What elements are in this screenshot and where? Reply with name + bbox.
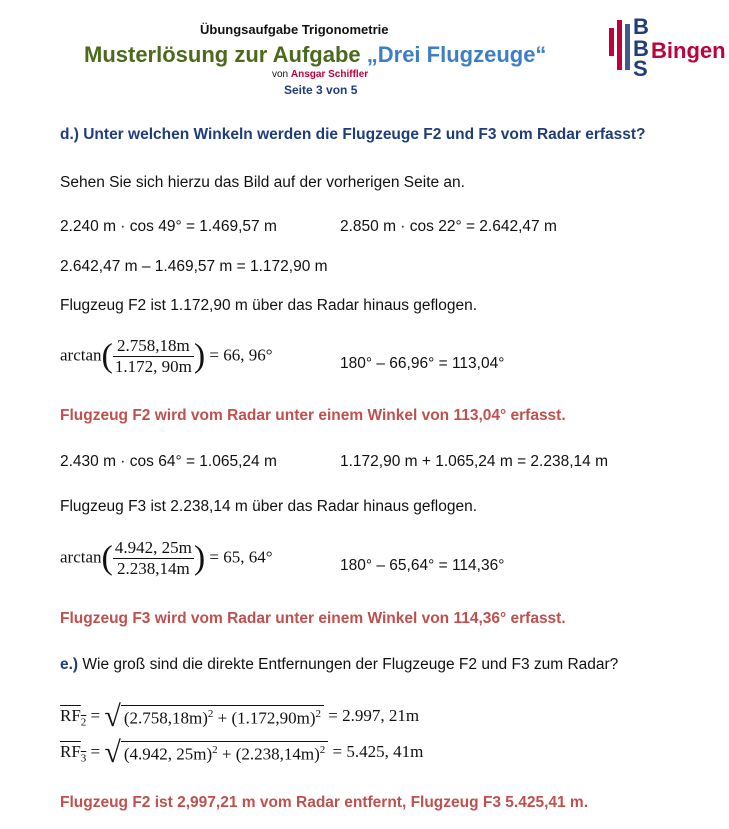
f3-answer: Flugzeug F3 wird vom Radar unter einem Winkel von 114,36° erfasst. xyxy=(60,610,566,627)
f2-arctan-result: = 66, 96° xyxy=(209,345,273,365)
f3-numerator: 4.942, 25m xyxy=(114,538,192,557)
logo-bar-right xyxy=(625,24,630,70)
logo-letter-s: S xyxy=(633,56,648,81)
rf3-result: = 5.425, 41m xyxy=(332,741,424,761)
calc3-left: 2.430 m · cos 64° = 1.065,24 m xyxy=(60,453,277,470)
logo-bar-left xyxy=(609,28,614,56)
author-name: Ansgar Schiffler xyxy=(290,69,369,80)
arctan-label: arctan xyxy=(60,345,102,365)
title-part1: Musterlösung zur Aufgabe xyxy=(84,42,367,67)
arctan-label-f3: arctan xyxy=(60,547,102,567)
f2-fraction xyxy=(113,336,194,377)
f2-denominator: 1.172, 90m xyxy=(114,357,192,376)
question-e xyxy=(60,656,618,674)
rf2-sqrt: √ $(2.758,18m)^2 + (1.172,90m)^2$ xyxy=(104,702,324,732)
rf3-lhs: $RF_3$ xyxy=(60,741,87,765)
page-info: Seite 3 von 5 xyxy=(284,83,358,97)
question-d: d.) Unter welchen Winkeln werden die Flugzeuge F2 und F3 vom Radar erfasst? xyxy=(60,126,646,143)
text-f2: Flugzeug F2 ist 1.172,90 m über das Radar hinaus geflogen. xyxy=(60,297,478,314)
title-part2: „Drei Flugzeuge“ xyxy=(366,42,547,67)
question-e-label: e.) xyxy=(60,656,79,673)
author-prefix: von xyxy=(272,69,291,80)
f2-answer: Flugzeug F2 wird vom Radar unter einem Winkel von 113,04° erfasst. xyxy=(60,407,566,424)
text-f3: Flugzeug F3 ist 2.238,14 m über das Radar hinaus geflogen. xyxy=(60,498,478,515)
logo-letter-b2: B xyxy=(633,36,649,61)
f2-angle-calc: 180° – 66,96° = 113,04° xyxy=(340,355,505,372)
f3-angle-calc: 180° – 65,64° = 114,36° xyxy=(340,557,505,574)
logo-letter-b1: B xyxy=(633,14,649,39)
calc1-left: 2.240 m · cos 49° = 1.469,57 m xyxy=(60,218,277,235)
calc1-right: 2.850 m · cos 22° = 2.642,47 m xyxy=(340,218,557,235)
arctan-f2-formula: arctan( $\frac{2.758,18m}{1.172, 90m}$ ) = 66, 96° xyxy=(60,336,273,376)
document-title xyxy=(84,42,546,68)
logo-word: Bingen xyxy=(651,38,726,63)
rf2-result: = 2.997, 21m xyxy=(328,705,420,725)
author-line xyxy=(272,69,368,80)
f3-denominator: 2.238,14m xyxy=(116,559,190,578)
rf3-formula: $RF_3$ = √ (4.942, $25m)^2 + (2.238,14m)^2 = 5.425$, 41m xyxy=(60,736,424,769)
f3-arctan-result: = 65, 64° xyxy=(209,547,273,567)
question-e-text: Wie groß sind die direkte Entfernungen der Flugzeuge F2 und F3 zum Radar? xyxy=(78,656,619,673)
intro-text: Sehen Sie sich hierzu das Bild auf der vorherigen Seite an. xyxy=(60,174,465,191)
logo-bar-mid xyxy=(617,20,622,70)
rf3-sqrt: √ (4.942, $25m)^2 + (2.238,14m)^2$ xyxy=(104,738,328,768)
bbs-bingen-logo xyxy=(605,14,726,81)
e-answer: Flugzeug F2 ist 2,997,21 m vom Radar entfernt, Flugzeug F3 5.425,41 m. xyxy=(60,794,589,811)
calc3-right: 1.172,90 m + 1.065,24 m = 2.238,14 m xyxy=(340,453,608,470)
calc2: 2.642,47 m – 1.469,57 m = 1.172,90 m xyxy=(60,258,328,275)
rf2-lhs: $RF_2$ xyxy=(60,705,87,729)
f3-fraction xyxy=(113,538,194,579)
document-subtitle: Übungsaufgabe Trigonometrie xyxy=(200,22,389,37)
arctan-f3-formula: arctan( $\frac{4.942, 25m}{2.238,14m}$ ) = 65, 64° xyxy=(60,538,273,578)
f2-numerator: 2.758,18m xyxy=(113,336,194,357)
rf2-formula: $RF_2$ = √ $(2.758,18m)^2 + (1.172,90m)^2 = 2.997$, 21m xyxy=(60,700,420,733)
